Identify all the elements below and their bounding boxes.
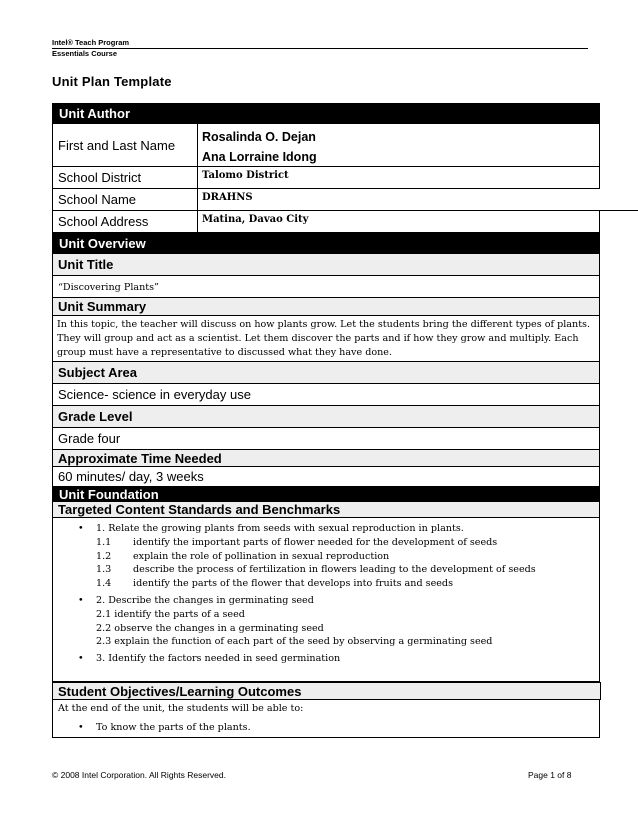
school-value: DRAHNS (202, 192, 253, 203)
grade-level-value-row (52, 428, 600, 450)
unit-foundation-heading (52, 487, 600, 502)
standard-item-3-text: 3. Identify the factors needed in seed germination (96, 653, 341, 665)
unit-summary-label: Unit Summary (58, 299, 147, 314)
time-needed-label: Approximate Time Needed (58, 450, 222, 466)
header-program: Intel® Teach Program (52, 38, 130, 47)
district-value: Talomo District (202, 170, 289, 181)
time-needed-value-row (52, 467, 600, 487)
header-rule (52, 48, 588, 49)
unit-foundation-heading-text: Unit Foundation (59, 486, 159, 502)
subject-area-label: Subject Area (58, 365, 137, 380)
subject-area-value: Science- science in everyday use (58, 387, 251, 402)
standard-sub-2-3: 2.3 explain the function of each part of the seed by observing a germinating seed (96, 636, 493, 648)
objectives-label: Student Objectives/Learning Outcomes (58, 683, 302, 699)
unit-plan-table (52, 103, 600, 738)
sub-number: 1.4 (96, 578, 112, 590)
unit-summary-label-row (52, 298, 600, 316)
author-names (198, 124, 317, 166)
standard-item-1-text: 1. Relate the growing plants from seeds with sexual reproduction in plants. (96, 523, 464, 534)
standard-item-3 (53, 652, 599, 666)
footer-page-number: Page 1 of 8 (528, 770, 572, 780)
sub-number: 1.3 (96, 564, 112, 576)
sub-text: identify the parts of the flower that develops into fruits and seeds (133, 578, 453, 590)
standard-sub-2-1: 2.1 identify the parts of a seed (96, 608, 245, 620)
name-label: First and Last Name (53, 124, 198, 166)
unit-title-label: Unit Title (58, 257, 114, 272)
district-label: School District (53, 167, 198, 188)
author-name-2: Ana Lorraine Idong (202, 150, 317, 164)
objectives-intro: At the end of the unit, the students will be able to: (58, 703, 304, 714)
bullet-icon: • (78, 523, 84, 534)
address-label: School Address (53, 211, 198, 232)
time-needed-value: 60 minutes/ day, 3 weeks (58, 469, 204, 484)
document-title: Unit Plan Template (52, 74, 172, 89)
unit-author-heading-text: Unit Author (59, 106, 130, 121)
objective-item-1 (53, 721, 599, 735)
address-value: Matina, Davao City (202, 214, 309, 225)
unit-title-value: “Discovering Plants” (58, 281, 159, 293)
bullet-icon: • (78, 653, 84, 665)
standard-item-2-text: 2. Describe the changes in germinating seed (96, 594, 314, 606)
author-name-1: Rosalinda O. Dejan (202, 130, 316, 144)
grade-level-label: Grade Level (58, 409, 133, 424)
unit-overview-heading (52, 233, 600, 254)
subject-area-label-row (52, 362, 600, 384)
standard-sub-1-2 (53, 550, 599, 564)
objectives-label-row (52, 682, 601, 700)
sub-text: explain the role of pollination in sexual reproduction (133, 550, 390, 562)
time-needed-label-row (52, 450, 600, 467)
unit-overview-heading-text: Unit Overview (59, 235, 146, 251)
address-row (52, 211, 600, 233)
unit-title-value-row (52, 276, 600, 298)
school-row (52, 189, 638, 211)
standards-label-row (52, 502, 600, 518)
bullet-icon: • (78, 722, 84, 733)
standards-label: Targeted Content Standards and Benchmarks (58, 502, 341, 517)
sub-text: describe the process of fertilization in flowers leading to the development of seeds (133, 564, 536, 576)
grade-level-value: Grade four (58, 431, 121, 446)
bullet-icon: • (78, 594, 84, 606)
sub-text: identify the important parts of flower needed for the development of seeds (133, 536, 498, 548)
sub-number: 1.2 (96, 550, 112, 562)
name-row (52, 124, 600, 167)
objective-item-1-text: To know the parts of the plants. (96, 722, 251, 733)
unit-summary-row (52, 316, 600, 362)
objectives-content (52, 700, 600, 738)
footer-copyright: © 2008 Intel Corporation. All Rights Reserved. (52, 770, 226, 780)
unit-author-heading (52, 103, 600, 124)
unit-summary-text: In this topic, the teacher will discuss on how plants grow. Let the students bring the different types of plants. They will group and act as a scientist. Let them discover the parts and if how they grow and multiply. Each group must have a representative to discussed what they have done. (57, 319, 591, 358)
unit-title-label-row (52, 254, 600, 276)
district-row (52, 167, 600, 189)
standard-sub-1-1 (53, 536, 599, 550)
grade-level-label-row (52, 406, 600, 428)
subject-area-value-row (52, 384, 600, 406)
standard-sub-2-2: 2.2 observe the changes in a germinating seed (96, 622, 324, 634)
school-label: School Name (53, 189, 198, 210)
standard-sub-1-4 (53, 577, 599, 591)
header-course: Essentials Course (52, 49, 118, 58)
standard-item-1 (53, 522, 599, 536)
sub-number: 1.1 (96, 536, 112, 548)
standards-content (52, 518, 600, 682)
standard-item-2 (53, 594, 599, 608)
standard-sub-1-3 (53, 563, 599, 577)
